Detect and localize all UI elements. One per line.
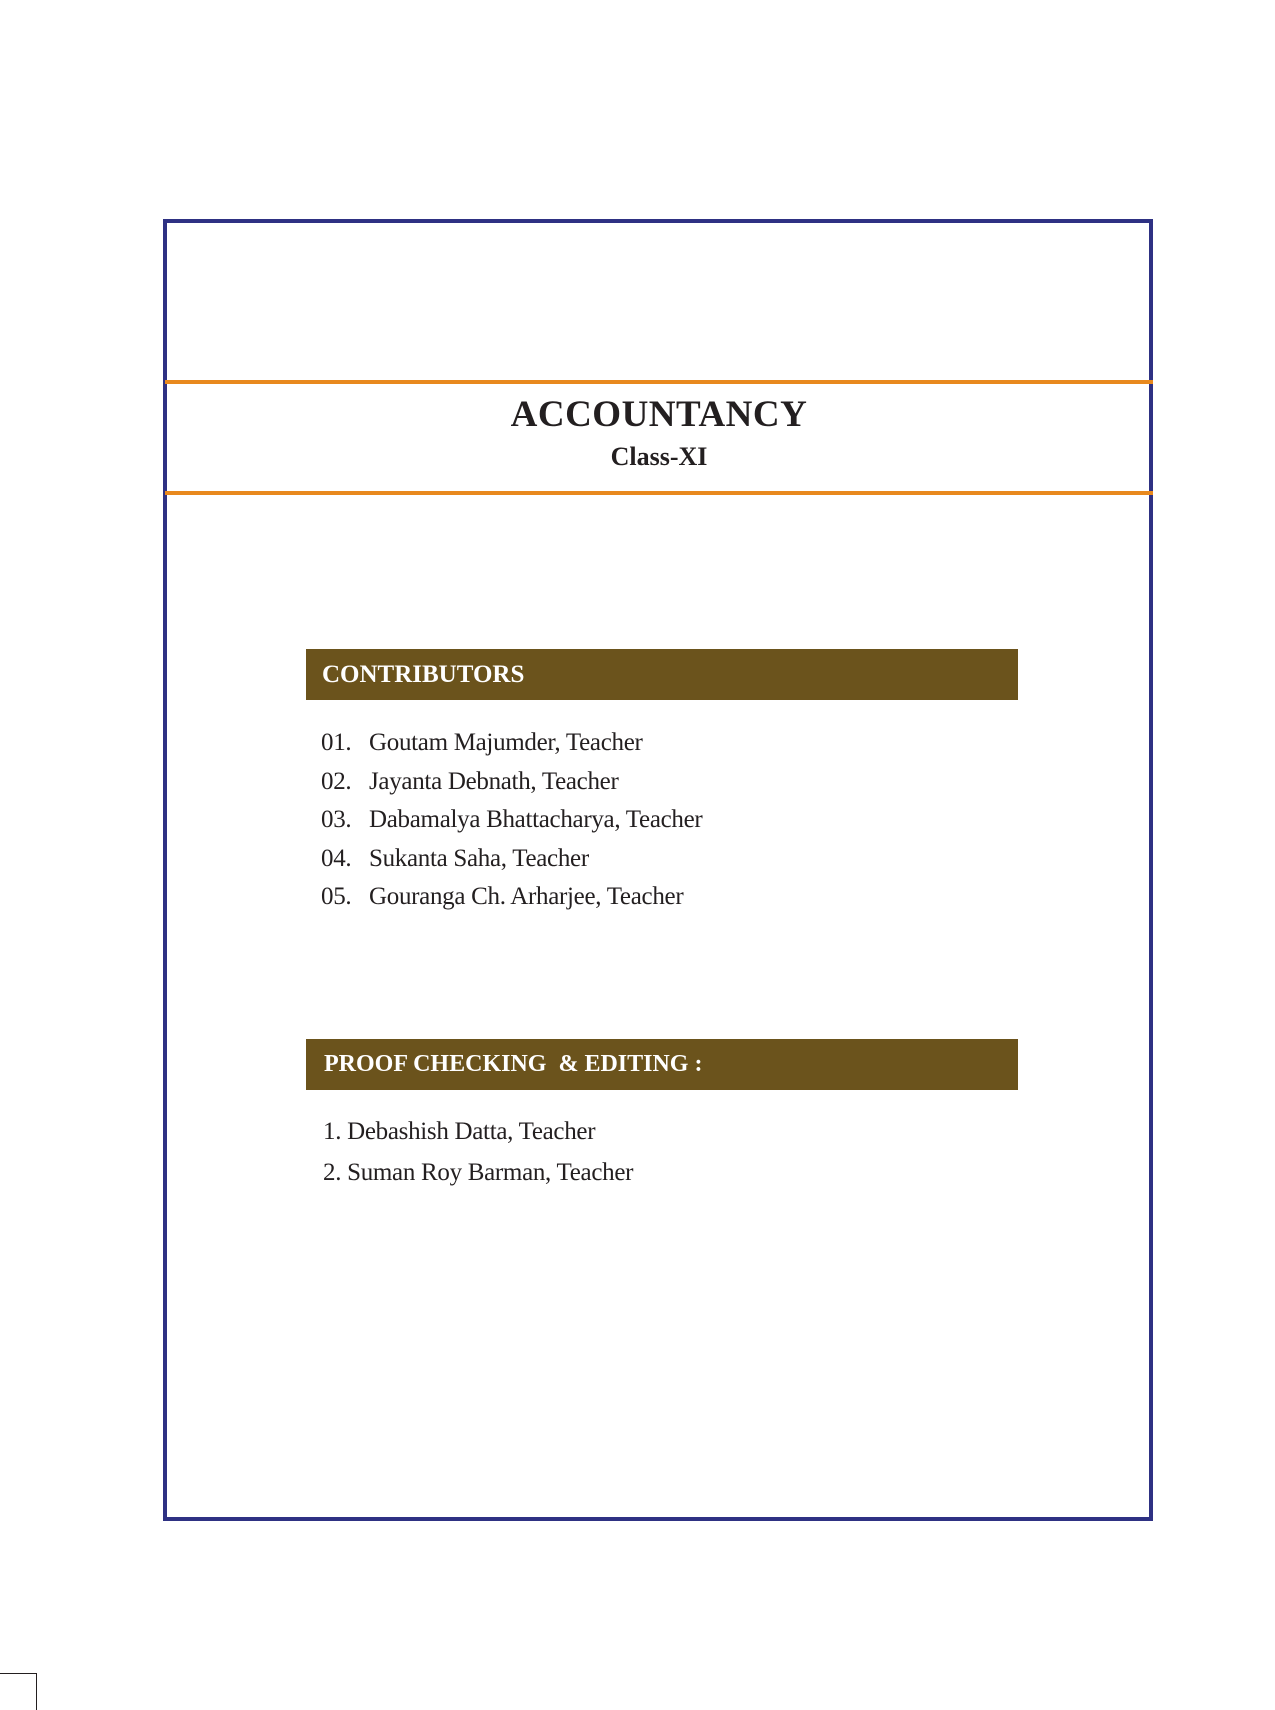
crop-mark-vertical: [36, 1673, 37, 1710]
contributors-list: [321, 724, 702, 917]
page-title: ACCOUNTANCY: [510, 394, 808, 435]
list-item: [321, 840, 702, 879]
proof-heading: PROOF CHECKING & EDITING :: [306, 1039, 1018, 1090]
list-item: [321, 763, 702, 802]
list-item-text: Sukanta Saha, Teacher: [369, 844, 589, 872]
list-item-text: Goutam Majumder, Teacher: [369, 729, 643, 756]
page-subtitle: Class-XI: [610, 442, 708, 471]
title-rule-bottom: [165, 491, 1153, 495]
crop-mark-horizontal: [0, 1673, 37, 1674]
proof-list: [323, 1111, 633, 1193]
list-item: [321, 878, 702, 917]
crop-mark: [0, 1673, 37, 1710]
list-item-number: 05.: [321, 883, 352, 910]
contributors-heading: CONTRIBUTORS: [306, 649, 1018, 700]
list-item: [321, 801, 702, 840]
list-item-text: Jayanta Debnath, Teacher: [369, 767, 619, 795]
list-item-number: 04.: [321, 844, 352, 872]
list-item-number: 01.: [321, 729, 352, 756]
list-item-number: 03.: [321, 806, 352, 833]
title-block: [165, 384, 1153, 491]
list-item-text: Gouranga Ch. Arharjee, Teacher: [369, 883, 684, 910]
list-item: 1. Debashish Datta, Teacher: [323, 1118, 596, 1145]
list-item-text: Dabamalya Bhattacharya, Teacher: [369, 806, 703, 833]
list-item: 2. Suman Roy Barman, Teacher: [323, 1159, 634, 1186]
list-item: [321, 724, 702, 763]
list-item-number: 02.: [321, 767, 352, 795]
